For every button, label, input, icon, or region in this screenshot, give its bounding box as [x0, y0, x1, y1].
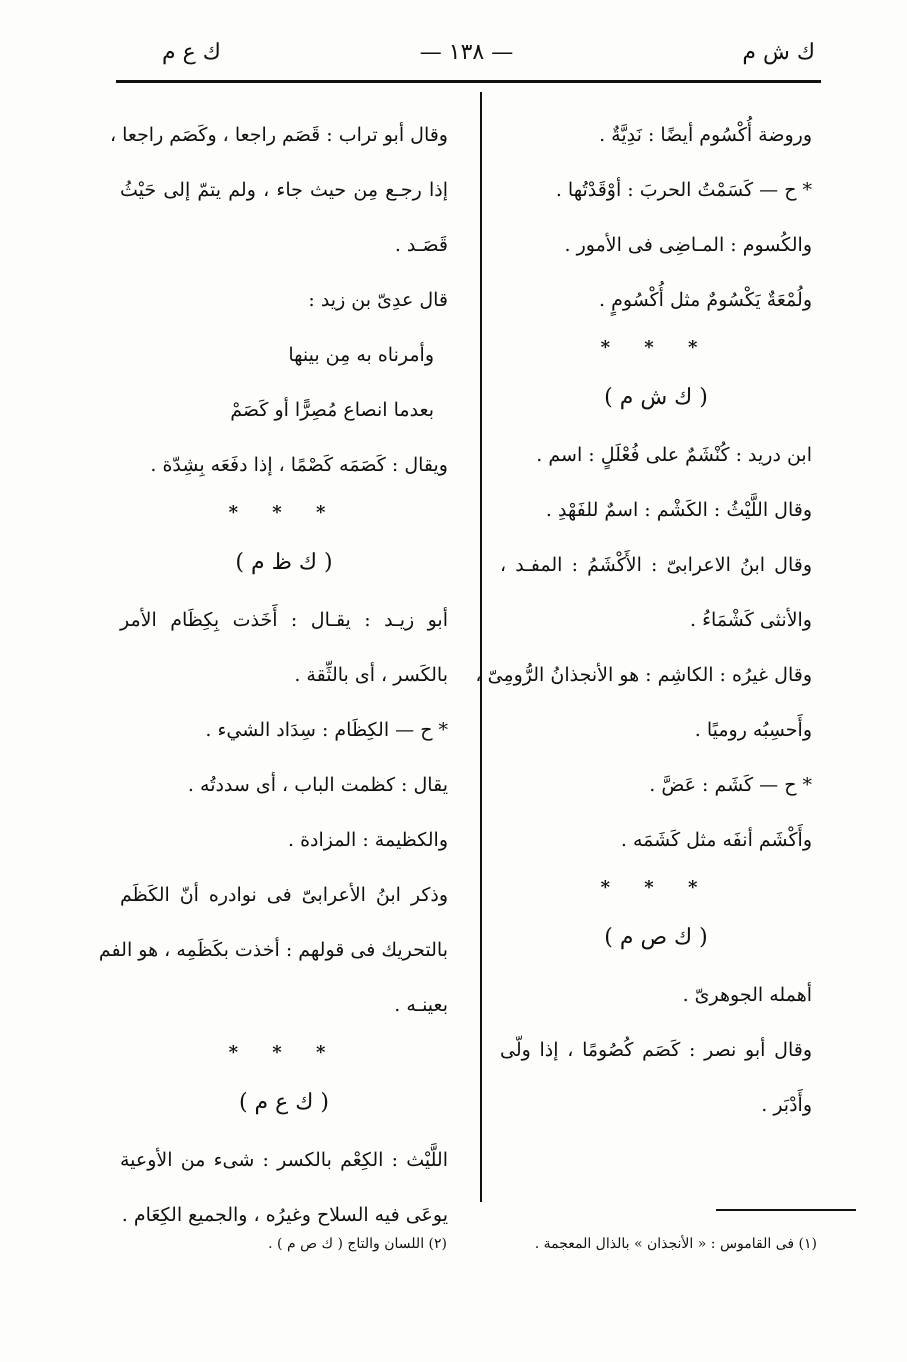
text-line: بالكَسر ، أى بالثِّقة . [294, 664, 448, 686]
text-line: اللَّيْث : الكِعْم بالكسر : شىء من الأوعية [120, 1149, 448, 1171]
header-rule [116, 80, 821, 83]
text-line: ويقال : كَصَمَه كَصْمًا ، إذا دفَعَه بِشِدّة . [150, 454, 448, 476]
text-line: وقال أبو نصر : كَصَم كُصُومًا ، إذا ولّى [500, 1039, 812, 1061]
text-line: * ح — كَشَم : عَضَّ . [649, 774, 812, 796]
section-heading: ( ك ص م ) [604, 925, 708, 950]
section-separator: * * * [600, 337, 712, 358]
page-header [118, 40, 815, 80]
page-number: — ١٣٨ — [419, 40, 514, 65]
text-line: وأَكْشَم أنفَه مثل كَشَمَه . [620, 829, 812, 851]
text-line: وقال اللَّيْثُ : الكَشْم : اسمٌ للفَهْدِ . [545, 499, 812, 521]
verse-line: بعدما انصاع مُصِرًّا أو كَصَمْ [230, 399, 434, 421]
text-line: ابن دريد : كُنْشَمٌ على فُعْلَلٍ : اسم . [536, 444, 812, 466]
text-line: أبو زيـد : يقـال : أَخَذت بِكِظَام الأمر [120, 609, 448, 631]
section-heading: ( ك ع م ) [238, 1090, 330, 1115]
header-root-right: ك ش م [742, 40, 815, 65]
footnote-2: (٢) اللسان والتاج ( ك ص م ) . [268, 1236, 447, 1252]
text-line: قَصَـد . [394, 234, 448, 256]
text-line: والكظيمة : المزادة . [287, 829, 448, 851]
text-line: بعينـه . [394, 994, 448, 1016]
header-root-left: ك ع م [162, 40, 221, 65]
text-line: وقال ابنُ الاعرابىّ : الأَكْشَمُ : المفـد ، [500, 554, 812, 576]
text-line: والأنثى كَشْمَاءُ . [690, 609, 812, 631]
text-line: يقال : كظمت الباب ، أى سددتُه . [187, 774, 448, 796]
text-line: وأَحسِبُه روميًا . [694, 719, 812, 741]
verse-line: وأمرناه به مِن بينها [288, 344, 434, 366]
section-heading: ( ك ظ م ) [235, 550, 333, 575]
text-line: وقال أبو تراب : قَصَم راجعا ، وكَصَم راجعا ، [109, 124, 448, 146]
text-line: * ح — كَسَمْتُ الحربَ : أوْقَدْتُها . [555, 179, 812, 201]
text-line: وأَدْبَر . [761, 1094, 812, 1116]
text-line: قال عدِىّ بن زيد : [308, 289, 448, 311]
section-separator: * * * [228, 502, 340, 523]
text-line: وذكر ابنُ الأعرابىّ فى نوادره أنّ الكَظَم [120, 884, 448, 906]
text-line: * ح — الكِظَام : سِدَاد الشيء . [205, 719, 448, 741]
text-line: إذا رجـع مِن حيث جاء ، ولم يتمّ إلى حَيْثُ [120, 179, 448, 201]
column-divider [480, 92, 482, 1202]
section-separator: * * * [228, 1042, 340, 1063]
text-line: وروضة أُكْسُوم أيضًا : نَدِيَّةٌ . [599, 124, 812, 146]
text-line: والكُسوم : المـاضِى فى الأمور . [564, 234, 812, 256]
left-column [98, 108, 448, 1243]
text-line: يوعَى فيه السلاح وغيرُه ، والجميع الكِعَام . [121, 1204, 448, 1226]
text-line: بالتحريك فى قولهم : أخذت بكَظَمِه ، هو الفم [98, 939, 448, 961]
right-column [475, 108, 812, 1133]
section-separator: * * * [600, 877, 712, 898]
footnote-rule [716, 1209, 856, 1211]
text-line: وقال غيرُه : الكاشِم : هو الأنجذانُ الرُّومِىّ ، [475, 664, 812, 686]
text-line: أهمله الجوهرىّ . [682, 984, 812, 1006]
footnote-1: (١) فى القاموس : « الأنجذان » بالذال المعجمة . [534, 1236, 817, 1252]
text-line: ولُمْعَةٌ يَكْسُومٌ مثل أُكْسُومٍ . [599, 289, 812, 311]
section-heading: ( ك ش م ) [604, 385, 708, 410]
